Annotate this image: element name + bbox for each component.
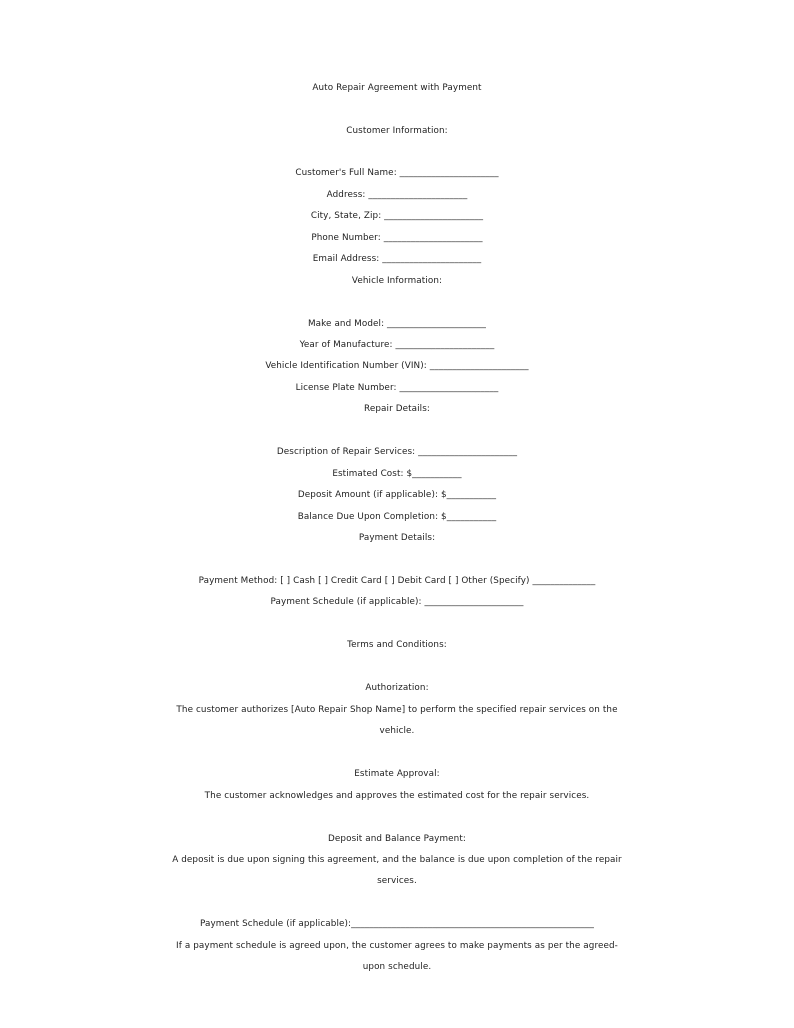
deposit-text-cont: services. xyxy=(377,876,417,886)
authorization-text-cont: vehicle. xyxy=(379,726,415,736)
customer-address-field: Address: ______________________ xyxy=(326,190,468,200)
vehicle-vin-field: Vehicle Identification Number (VIN): ______________________ xyxy=(265,361,529,371)
schedule-text-cont: upon schedule. xyxy=(362,962,432,972)
repair-balance-field: Balance Due Upon Completion: $___________ xyxy=(297,512,497,522)
document-title: Auto Repair Agreement with Payment xyxy=(312,83,482,93)
repair-cost-field: Estimated Cost: $___________ xyxy=(332,469,462,479)
payment-method-field: Payment Method: [ ] Cash [ ] Credit Card [ ] Debit Card [ ] Other (Specify) ______________ xyxy=(198,576,596,586)
customer-heading: Customer Information: xyxy=(346,126,448,136)
estimate-title: Estimate Approval: xyxy=(354,769,440,779)
repair-description-field: Description of Repair Services: ______________________ xyxy=(276,447,518,457)
payment-heading: Payment Details: xyxy=(358,533,436,543)
deposit-text: A deposit is due upon signing this agreement, and the balance is due upon completion of the repair xyxy=(172,855,622,865)
schedule-title: Payment Schedule (if applicable):______________________________________________________ xyxy=(199,919,595,929)
schedule-text: If a payment schedule is agreed upon, the customer agrees to make payments as per the agreed- xyxy=(176,941,618,951)
vehicle-make-field: Make and Model: ______________________ xyxy=(307,319,487,329)
payment-schedule-field: Payment Schedule (if applicable): ______________________ xyxy=(270,597,524,607)
deposit-title: Deposit and Balance Payment: xyxy=(328,834,466,844)
estimate-text: The customer acknowledges and approves the estimated cost for the repair services. xyxy=(204,791,590,801)
customer-name-field: Customer's Full Name: ______________________ xyxy=(295,168,499,178)
vehicle-plate-field: License Plate Number: ______________________ xyxy=(295,383,499,393)
repair-deposit-field: Deposit Amount (if applicable): $___________ xyxy=(297,490,497,500)
customer-email-field: Email Address: ______________________ xyxy=(312,254,482,264)
customer-city-field: City, State, Zip: ______________________ xyxy=(310,211,484,221)
terms-heading: Terms and Conditions: xyxy=(347,640,447,650)
authorization-text: The customer authorizes [Auto Repair Shop Name] to perform the specified repair services on the xyxy=(176,705,618,715)
repair-heading: Repair Details: xyxy=(364,404,430,414)
authorization-title: Authorization: xyxy=(365,683,429,693)
vehicle-year-field: Year of Manufacture: ______________________ xyxy=(299,340,495,350)
vehicle-heading: Vehicle Information: xyxy=(351,276,443,286)
customer-phone-field: Phone Number: ______________________ xyxy=(311,233,483,243)
